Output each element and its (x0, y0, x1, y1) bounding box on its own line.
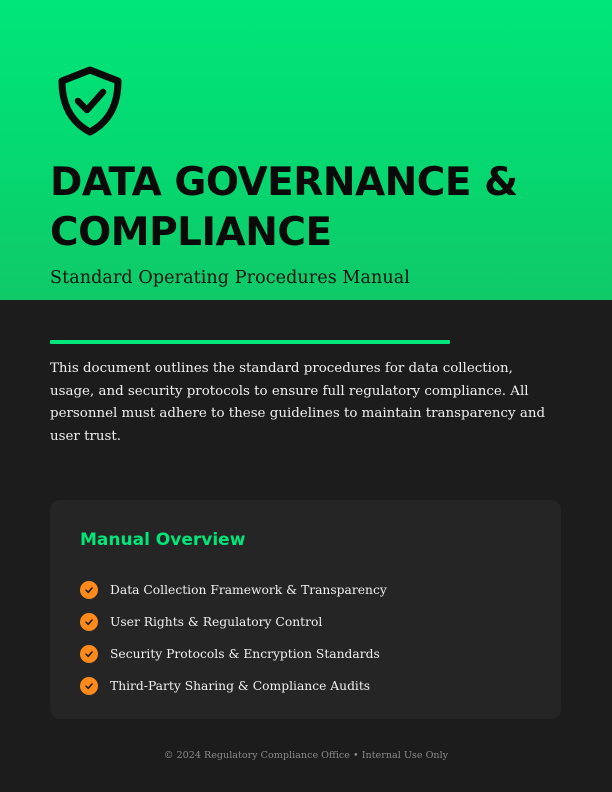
header-banner (0, 0, 612, 300)
page-title (50, 158, 590, 258)
overview-card (50, 500, 561, 719)
page-footer: © 2024 Regulatory Compliance Office • Internal Use Only (163, 750, 449, 761)
title-line-1: DATA GOVERNANCE & (50, 160, 518, 205)
title-line-2: COMPLIANCE (50, 210, 332, 255)
list-item (80, 670, 387, 702)
list-item-label: User Rights & Regulatory Control (110, 615, 323, 629)
list-item-label: Security Protocols & Encryption Standards (110, 647, 380, 661)
accent-divider (50, 340, 450, 344)
list-item-label: Data Collection Framework & Transparency (110, 583, 387, 597)
overview-title: Manual Overview (80, 530, 246, 550)
check-circle-icon (80, 677, 98, 695)
list-item (80, 606, 387, 638)
list-item-label: Third-Party Sharing & Compliance Audits (110, 679, 371, 693)
overview-list (80, 574, 387, 702)
check-circle-icon (80, 581, 98, 599)
check-circle-icon (80, 613, 98, 631)
shield-check-icon (55, 65, 125, 137)
page-subtitle: Standard Operating Procedures Manual (50, 268, 410, 288)
list-item (80, 574, 387, 606)
list-item (80, 638, 387, 670)
check-circle-icon (80, 645, 98, 663)
intro-paragraph: This document outlines the standard procedures for data collection, usage, and security protocols to ensure full regulatory compliance. All personnel must adhere to these guidelines to maintain transparency and user trust. (50, 361, 546, 444)
